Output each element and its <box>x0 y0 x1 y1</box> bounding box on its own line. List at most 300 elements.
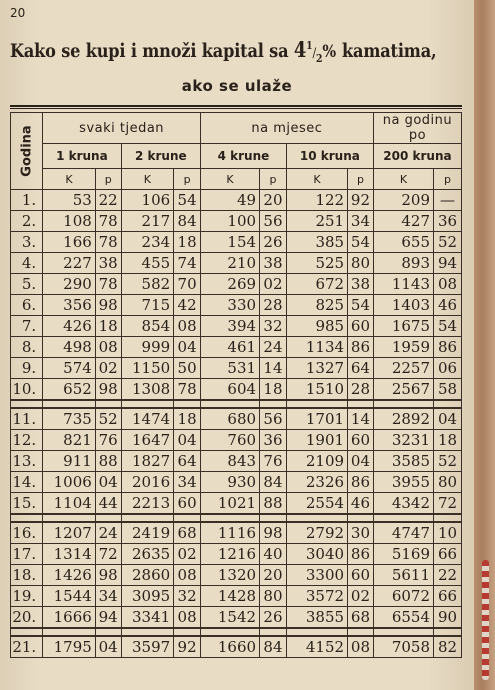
separator-cell <box>286 400 347 408</box>
kruna-cell: 1474 <box>121 408 174 430</box>
year-cell: 2. <box>11 211 43 232</box>
para-cell: 76 <box>260 451 287 472</box>
kruna-cell: 604 <box>201 379 260 401</box>
para-cell: 88 <box>95 451 121 472</box>
para-cell: 24 <box>260 337 287 358</box>
kruna-cell: 1675 <box>373 316 433 337</box>
para-cell: 92 <box>174 636 201 658</box>
title-lead: Kako se kupi i množi kapital sa <box>10 40 289 62</box>
denomination-header: 1 kruna <box>43 144 121 169</box>
separator-cell <box>201 628 260 636</box>
kruna-cell: 5611 <box>373 565 433 586</box>
para-cell: 54 <box>348 232 374 253</box>
para-cell: 56 <box>260 211 287 232</box>
kruna-cell: 1901 <box>286 430 347 451</box>
para-cell: 04 <box>434 408 462 430</box>
table-row <box>11 274 462 295</box>
para-cell: 08 <box>95 337 121 358</box>
kruna-cell: 3572 <box>286 586 347 607</box>
para-cell: 52 <box>434 232 462 253</box>
separator-cell <box>174 400 201 408</box>
para-cell: 84 <box>174 211 201 232</box>
para-cell: 86 <box>434 337 462 358</box>
title-tail: kamatima, <box>342 40 437 62</box>
kruna-cell: 1134 <box>286 337 347 358</box>
year-cell: 11. <box>11 408 43 430</box>
year-cell: 17. <box>11 544 43 565</box>
kruna-cell: 53 <box>43 190 96 211</box>
kruna-cell: 821 <box>43 430 96 451</box>
kruna-cell: 3855 <box>286 607 347 629</box>
para-cell: 02 <box>348 586 374 607</box>
para-cell: 18 <box>174 232 201 253</box>
kruna-cell: 5169 <box>373 544 433 565</box>
para-cell: 26 <box>260 607 287 629</box>
kruna-cell: 251 <box>286 211 347 232</box>
kruna-cell: 2326 <box>286 472 347 493</box>
para-cell: 84 <box>260 472 287 493</box>
para-cell: 94 <box>95 607 121 629</box>
para-cell: 94 <box>434 253 462 274</box>
table-row <box>11 211 462 232</box>
para-cell: 36 <box>434 211 462 232</box>
table-row <box>11 472 462 493</box>
para-cell: 18 <box>174 408 201 430</box>
kruna-cell: 108 <box>43 211 96 232</box>
para-cell: 32 <box>260 316 287 337</box>
para-cell: — <box>434 190 462 211</box>
kruna-cell: 1544 <box>43 586 96 607</box>
para-cell: 84 <box>260 636 287 658</box>
year-cell: 7. <box>11 316 43 337</box>
kruna-cell: 154 <box>201 232 260 253</box>
kruna-cell: 680 <box>201 408 260 430</box>
para-cell: 66 <box>434 586 462 607</box>
separator-cell <box>348 400 374 408</box>
kruna-cell: 3300 <box>286 565 347 586</box>
para-cell: 10 <box>434 522 462 544</box>
para-cell: 02 <box>260 274 287 295</box>
kruna-cell: 3955 <box>373 472 433 493</box>
para-cell: 18 <box>95 316 121 337</box>
kruna-cell: 1006 <box>43 472 96 493</box>
kruna-cell: 760 <box>201 430 260 451</box>
unit-header-kruna: K <box>43 169 96 190</box>
para-cell: 44 <box>95 493 121 515</box>
year-cell: 10. <box>11 379 43 401</box>
para-cell: 54 <box>348 295 374 316</box>
separator-cell <box>286 514 347 522</box>
para-cell: 60 <box>348 565 374 586</box>
para-cell: 30 <box>348 522 374 544</box>
kruna-cell: 1428 <box>201 586 260 607</box>
separator-cell <box>174 628 201 636</box>
separator-cell <box>260 400 287 408</box>
kruna-cell: 655 <box>373 232 433 253</box>
denomination-header: 10 kruna <box>286 144 373 169</box>
kruna-cell: 525 <box>286 253 347 274</box>
kruna-cell: 2567 <box>373 379 433 401</box>
kruna-cell: 715 <box>121 295 174 316</box>
kruna-cell: 3585 <box>373 451 433 472</box>
denomination-header: 4 krune <box>201 144 287 169</box>
para-cell: 34 <box>95 586 121 607</box>
kruna-cell: 1104 <box>43 493 96 515</box>
para-cell: 38 <box>95 253 121 274</box>
separator-cell <box>43 514 96 522</box>
kruna-cell: 843 <box>201 451 260 472</box>
kruna-cell: 1660 <box>201 636 260 658</box>
para-cell: 90 <box>434 607 462 629</box>
unit-header-para: p <box>260 169 287 190</box>
kruna-cell: 1116 <box>201 522 260 544</box>
table-row <box>11 253 462 274</box>
separator-cell <box>11 514 43 522</box>
kruna-cell: 825 <box>286 295 347 316</box>
separator-cell <box>348 514 374 522</box>
para-cell: 40 <box>260 544 287 565</box>
para-cell: 68 <box>174 522 201 544</box>
separator-cell <box>121 628 174 636</box>
kruna-cell: 531 <box>201 358 260 379</box>
unit-header-para: p <box>348 169 374 190</box>
para-cell: 14 <box>348 408 374 430</box>
kruna-cell: 1021 <box>201 493 260 515</box>
kruna-cell: 234 <box>121 232 174 253</box>
para-cell: 54 <box>174 190 201 211</box>
separator-cell <box>11 400 43 408</box>
kruna-cell: 269 <box>201 274 260 295</box>
table-row <box>11 607 462 629</box>
kruna-cell: 106 <box>121 190 174 211</box>
group-header-monthly: na mjesec <box>201 113 374 144</box>
year-cell: 20. <box>11 607 43 629</box>
separator-cell <box>95 400 121 408</box>
separator-cell <box>95 628 121 636</box>
denomination-header: 2 krune <box>121 144 200 169</box>
para-cell: 60 <box>348 316 374 337</box>
separator-cell <box>43 628 96 636</box>
para-cell: 60 <box>348 430 374 451</box>
kruna-cell: 999 <box>121 337 174 358</box>
table-row <box>11 316 462 337</box>
kruna-cell: 330 <box>201 295 260 316</box>
separator-cell <box>121 400 174 408</box>
kruna-cell: 385 <box>286 232 347 253</box>
table-row <box>11 232 462 253</box>
para-cell: 98 <box>95 565 121 586</box>
separator-cell <box>286 628 347 636</box>
para-cell: 08 <box>348 636 374 658</box>
year-cell: 13. <box>11 451 43 472</box>
kruna-cell: 985 <box>286 316 347 337</box>
kruna-cell: 582 <box>121 274 174 295</box>
kruna-cell: 1150 <box>121 358 174 379</box>
table-row <box>11 430 462 451</box>
separator-cell <box>260 628 287 636</box>
kruna-cell: 672 <box>286 274 347 295</box>
para-cell: 18 <box>260 379 287 401</box>
unit-header-kruna: K <box>373 169 433 190</box>
kruna-cell: 1216 <box>201 544 260 565</box>
para-cell: 22 <box>434 565 462 586</box>
table-row <box>11 190 462 211</box>
top-rule <box>10 105 462 107</box>
para-cell: 82 <box>434 636 462 658</box>
para-cell: 60 <box>174 493 201 515</box>
kruna-cell: 6072 <box>373 586 433 607</box>
year-cell: 1. <box>11 190 43 211</box>
kruna-cell: 1510 <box>286 379 347 401</box>
para-cell: 72 <box>434 493 462 515</box>
kruna-cell: 735 <box>43 408 96 430</box>
kruna-cell: 427 <box>373 211 433 232</box>
kruna-cell: 426 <box>43 316 96 337</box>
denomination-header: 200 kruna <box>373 144 461 169</box>
year-cell: 18. <box>11 565 43 586</box>
kruna-cell: 2792 <box>286 522 347 544</box>
para-cell: 78 <box>95 211 121 232</box>
kruna-cell: 3231 <box>373 430 433 451</box>
separator-cell <box>434 514 462 522</box>
kruna-cell: 1647 <box>121 430 174 451</box>
kruna-cell: 1701 <box>286 408 347 430</box>
kruna-cell: 854 <box>121 316 174 337</box>
separator-cell <box>201 400 260 408</box>
page-number: 20 <box>10 6 26 20</box>
para-cell: 02 <box>174 544 201 565</box>
para-cell: 46 <box>348 493 374 515</box>
para-cell: 04 <box>95 636 121 658</box>
para-cell: 78 <box>95 274 121 295</box>
para-cell: 56 <box>260 408 287 430</box>
para-cell: 46 <box>434 295 462 316</box>
year-cell: 6. <box>11 295 43 316</box>
kruna-cell: 1666 <box>43 607 96 629</box>
unit-header-kruna: K <box>121 169 174 190</box>
table-row <box>11 522 462 544</box>
year-cell: 19. <box>11 586 43 607</box>
para-cell: 02 <box>95 358 121 379</box>
para-cell: 74 <box>174 253 201 274</box>
para-cell: 78 <box>95 232 121 253</box>
kruna-cell: 2419 <box>121 522 174 544</box>
kruna-cell: 209 <box>373 190 433 211</box>
year-cell: 15. <box>11 493 43 515</box>
para-cell: 70 <box>174 274 201 295</box>
para-cell: 28 <box>260 295 287 316</box>
year-cell: 4. <box>11 253 43 274</box>
year-cell: 14. <box>11 472 43 493</box>
kruna-cell: 227 <box>43 253 96 274</box>
para-cell: 64 <box>348 358 374 379</box>
para-cell: 36 <box>260 430 287 451</box>
separator-cell <box>373 628 433 636</box>
para-cell: 98 <box>95 295 121 316</box>
kruna-cell: 1143 <box>373 274 433 295</box>
savings-table <box>10 112 462 658</box>
separator-cell <box>121 514 174 522</box>
para-cell: 42 <box>174 295 201 316</box>
separator-cell <box>373 400 433 408</box>
kruna-cell: 1795 <box>43 636 96 658</box>
unit-header-para: p <box>434 169 462 190</box>
page-subtitle: ako se ulaže <box>181 77 293 95</box>
kruna-cell: 7058 <box>373 636 433 658</box>
para-cell: 34 <box>174 472 201 493</box>
para-cell: 68 <box>348 607 374 629</box>
para-cell: 28 <box>348 379 374 401</box>
para-cell: 72 <box>95 544 121 565</box>
separator-cell <box>43 400 96 408</box>
para-cell: 08 <box>174 316 201 337</box>
table-row <box>11 565 462 586</box>
para-cell: 86 <box>348 544 374 565</box>
year-cell: 9. <box>11 358 43 379</box>
kruna-cell: 911 <box>43 451 96 472</box>
para-cell: 24 <box>95 522 121 544</box>
block-separator <box>11 628 462 636</box>
kruna-cell: 100 <box>201 211 260 232</box>
kruna-cell: 1308 <box>121 379 174 401</box>
kruna-cell: 122 <box>286 190 347 211</box>
para-cell: 58 <box>434 379 462 401</box>
kruna-cell: 2109 <box>286 451 347 472</box>
para-cell: 80 <box>260 586 287 607</box>
para-cell: 52 <box>434 451 462 472</box>
year-header: Godina <box>11 113 43 190</box>
para-cell: 20 <box>260 190 287 211</box>
kruna-cell: 893 <box>373 253 433 274</box>
kruna-cell: 1314 <box>43 544 96 565</box>
table-row <box>11 493 462 515</box>
unit-header-kruna: K <box>201 169 260 190</box>
table-row <box>11 544 462 565</box>
unit-header-para: p <box>174 169 201 190</box>
kruna-cell: 3597 <box>121 636 174 658</box>
para-cell: 38 <box>260 253 287 274</box>
page-title <box>10 37 437 66</box>
separator-cell <box>174 514 201 522</box>
para-cell: 50 <box>174 358 201 379</box>
para-cell: 80 <box>434 472 462 493</box>
para-cell: 76 <box>95 430 121 451</box>
para-cell: 64 <box>174 451 201 472</box>
kruna-cell: 3095 <box>121 586 174 607</box>
kruna-cell: 217 <box>121 211 174 232</box>
para-cell: 08 <box>174 565 201 586</box>
table-row <box>11 451 462 472</box>
kruna-cell: 4152 <box>286 636 347 658</box>
kruna-cell: 166 <box>43 232 96 253</box>
para-cell: 34 <box>348 211 374 232</box>
kruna-cell: 4342 <box>373 493 433 515</box>
para-cell: 20 <box>260 565 287 586</box>
kruna-cell: 2554 <box>286 493 347 515</box>
year-cell: 3. <box>11 232 43 253</box>
group-header-yearly: na godinu po <box>373 113 461 144</box>
para-cell: 08 <box>434 274 462 295</box>
kruna-cell: 1207 <box>43 522 96 544</box>
kruna-cell: 2860 <box>121 565 174 586</box>
kruna-cell: 290 <box>43 274 96 295</box>
kruna-cell: 4747 <box>373 522 433 544</box>
table-row <box>11 408 462 430</box>
para-cell: 92 <box>348 190 374 211</box>
separator-cell <box>348 628 374 636</box>
para-cell: 22 <box>95 190 121 211</box>
para-cell: 54 <box>434 316 462 337</box>
kruna-cell: 394 <box>201 316 260 337</box>
separator-cell <box>11 628 43 636</box>
year-cell: 21. <box>11 636 43 658</box>
para-cell: 04 <box>174 430 201 451</box>
kruna-cell: 652 <box>43 379 96 401</box>
block-separator <box>11 400 462 408</box>
kruna-cell: 2892 <box>373 408 433 430</box>
table-row <box>11 586 462 607</box>
kruna-cell: 2257 <box>373 358 433 379</box>
year-cell: 16. <box>11 522 43 544</box>
para-cell: 06 <box>434 358 462 379</box>
table-row <box>11 295 462 316</box>
kruna-cell: 1426 <box>43 565 96 586</box>
table-row <box>11 636 462 658</box>
table-row <box>11 379 462 401</box>
para-cell: 98 <box>260 522 287 544</box>
unit-header-para: p <box>95 169 121 190</box>
para-cell: 86 <box>348 337 374 358</box>
kruna-cell: 1542 <box>201 607 260 629</box>
kruna-cell: 210 <box>201 253 260 274</box>
kruna-cell: 461 <box>201 337 260 358</box>
para-cell: 66 <box>434 544 462 565</box>
kruna-cell: 930 <box>201 472 260 493</box>
kruna-cell: 1959 <box>373 337 433 358</box>
block-separator <box>11 514 462 522</box>
unit-header-kruna: K <box>286 169 347 190</box>
kruna-cell: 1320 <box>201 565 260 586</box>
para-cell: 86 <box>348 472 374 493</box>
para-cell: 38 <box>348 274 374 295</box>
year-cell: 12. <box>11 430 43 451</box>
separator-cell <box>95 514 121 522</box>
para-cell: 78 <box>174 379 201 401</box>
kruna-cell: 1403 <box>373 295 433 316</box>
binding-thread <box>482 560 489 680</box>
para-cell: 80 <box>348 253 374 274</box>
para-cell: 52 <box>95 408 121 430</box>
para-cell: 18 <box>434 430 462 451</box>
kruna-cell: 1827 <box>121 451 174 472</box>
para-cell: 04 <box>95 472 121 493</box>
separator-cell <box>201 514 260 522</box>
para-cell: 04 <box>348 451 374 472</box>
kruna-cell: 455 <box>121 253 174 274</box>
para-cell: 88 <box>260 493 287 515</box>
kruna-cell: 6554 <box>373 607 433 629</box>
separator-cell <box>434 400 462 408</box>
separator-cell <box>373 514 433 522</box>
table-row <box>11 358 462 379</box>
kruna-cell: 2016 <box>121 472 174 493</box>
kruna-cell: 498 <box>43 337 96 358</box>
kruna-cell: 1327 <box>286 358 347 379</box>
para-cell: 32 <box>174 586 201 607</box>
table-row <box>11 337 462 358</box>
para-cell: 98 <box>95 379 121 401</box>
kruna-cell: 356 <box>43 295 96 316</box>
